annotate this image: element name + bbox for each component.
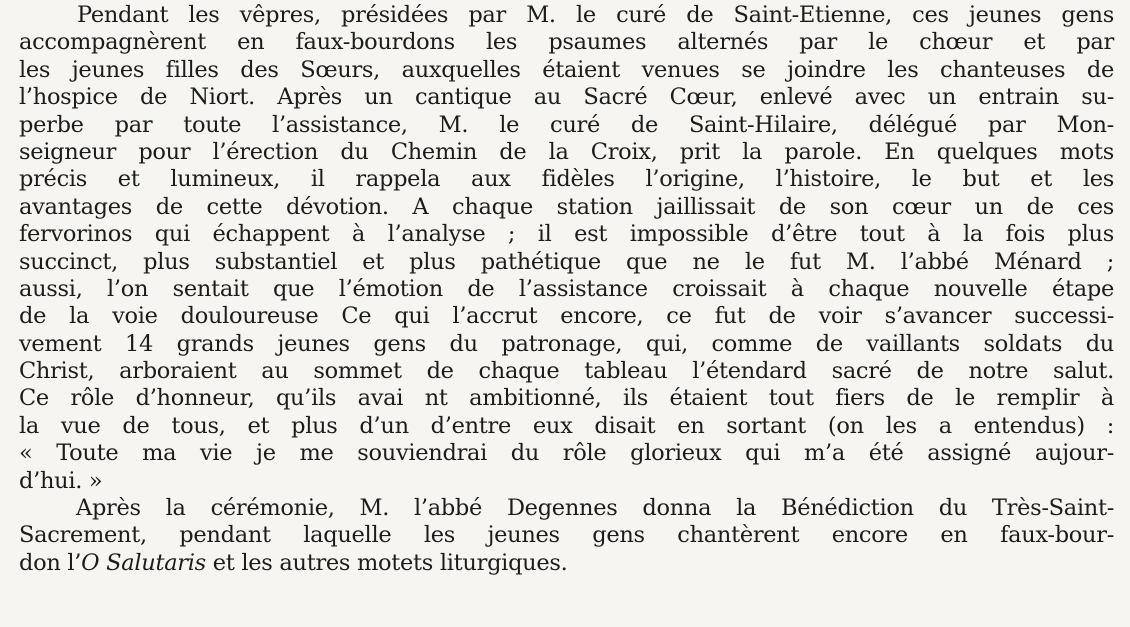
text-line: les jeunes filles des Sœurs, auxquelles étaient venues se joindre les chanteuses de [19,56,1114,83]
text-line: Ce rôle d’honneur, qu’ils avai nt ambitionné, ils étaient tout fiers de le remplir à [19,385,1114,412]
text-line: « Toute ma vie je me souviendrai du rôle glorieux qui m’a été assigné aujour- [19,440,1114,467]
text-line: d’hui. » [19,467,103,494]
text-line: Sacrement, pendant laquelle les jeunes gens chantèrent encore en faux-bour- [19,522,1114,549]
text-line: avantages de cette dévotion. A chaque station jaillissait de son cœur un de ces [19,193,1114,220]
text-line: seigneur pour l’érection du Chemin de la Croix, prit la parole. En quelques mots [19,138,1114,165]
text-line [19,550,1114,577]
italic-title: O Salutaris [81,549,206,576]
text-run: et les autres motets liturgiques. [205,549,568,576]
text-line: aussi, l’on sentait que l’émotion de l’assistance croissait à chaque nouvelle étape [19,275,1114,302]
text-run: don l’ [19,549,82,576]
text-line: de la voie douloureuse Ce qui l’accrut encore, ce fut de voir s’avancer successi- [19,303,1114,330]
text-line: l’hospice de Niort. Après un cantique au Sacré Cœur, enlevé avec un entrain su- [19,84,1114,111]
text-line: vement 14 grands jeunes gens du patronage, qui, comme de vaillants soldats du [19,330,1114,357]
paragraph-1 [19,2,1114,495]
text-line: Christ, arboraient au sommet de chaque tableau l’étendard sacré de notre salut. [19,358,1114,385]
text-line: Pendant les vêpres, présidées par M. le curé de Saint-Etienne, ces jeunes gens [77,2,1114,28]
text-line: accompagnèrent en faux-bourdons les psaumes alternés par le chœur et par [19,29,1114,56]
text-line: fervorinos qui échappent à l’analyse ; il est impossible d’être tout à la fois plus [19,221,1114,248]
text-line: la vue de tous, et plus d’un d’entre eux disait en sortant (on les a entendus) : [19,412,1114,439]
text-line: succinct, plus substantiel et plus pathétique que ne le fut M. l’abbé Ménard ; [19,248,1114,275]
paragraph-2 [19,495,1114,577]
text-line: précis et lumineux, il rappela aux fidèles l’origine, l’histoire, le but et les [19,166,1114,193]
text-line: Après la cérémonie, M. l’abbé Degennes donna la Bénédiction du Très-Saint- [76,495,1114,522]
text-line: perbe par toute l’assistance, M. le curé de Saint-Hilaire, délégué par Mon- [19,111,1114,138]
